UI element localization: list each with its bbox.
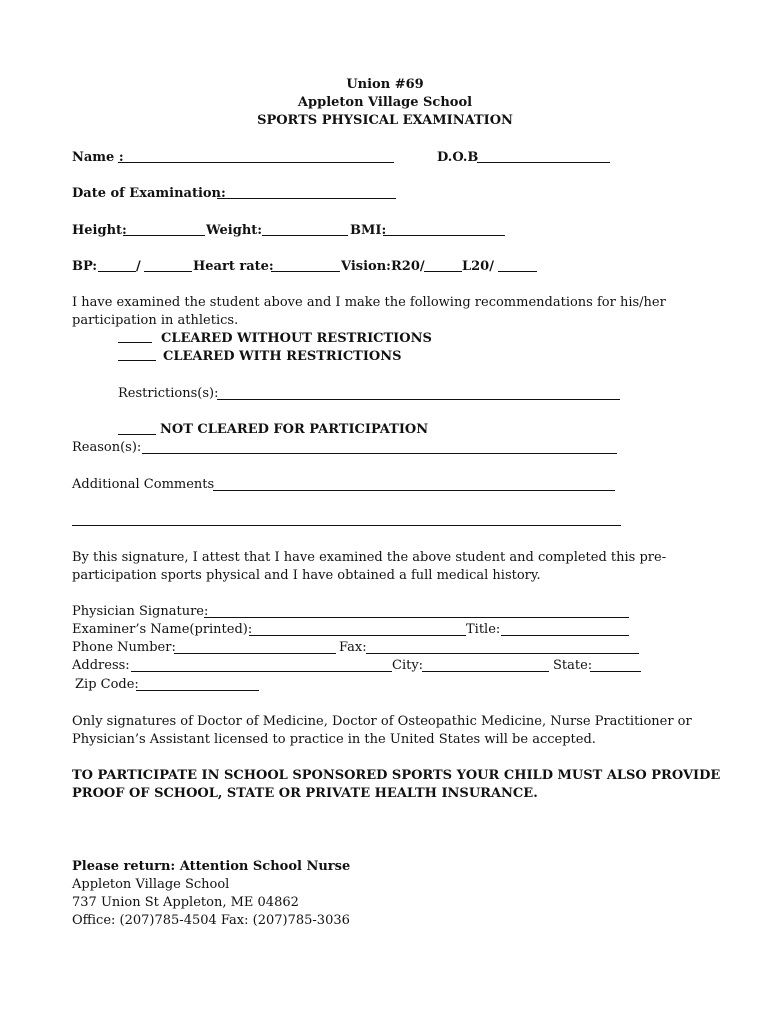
insurance-notice-1: TO PARTICIPATE IN SCHOOL SPONSORED SPORTS YOUR CHILD MUST ALSO PROVIDE	[72, 768, 721, 783]
title-field[interactable]	[501, 635, 629, 636]
cleared-without-checkbox[interactable]	[118, 342, 152, 343]
name-field[interactable]	[118, 162, 394, 163]
attestation-line-1: By this signature, I attest that I have examined the above student and completed this pre-	[72, 550, 667, 565]
restrictions-label: Restrictions(s):	[118, 386, 219, 401]
physician-signature-field[interactable]	[204, 617, 629, 618]
additional-comments-label: Additional Comments	[72, 477, 215, 492]
date-of-exam-label: Date of Examination:	[72, 186, 226, 201]
bp-systolic-field[interactable]	[98, 271, 136, 272]
additional-comments-field-2[interactable]	[72, 525, 621, 526]
phone-field[interactable]	[174, 653, 336, 654]
page-title: SPORTS PHYSICAL EXAMINATION	[257, 113, 513, 128]
return-heading: Please return: Attention School Nurse	[72, 859, 351, 874]
bmi-label: BMI:	[350, 223, 387, 238]
recommendation-intro-2: participation in athletics.	[72, 313, 239, 328]
city-label: City:	[392, 658, 424, 673]
examiner-name-label: Examiner’s Name(printed):	[72, 622, 253, 637]
reasons-field[interactable]	[142, 453, 617, 454]
dob-label: D.O.B	[437, 150, 479, 165]
fax-field[interactable]	[366, 653, 639, 654]
insurance-notice-2: PROOF OF SCHOOL, STATE OR PRIVATE HEALTH INSURANCE.	[72, 786, 538, 801]
zip-field[interactable]	[136, 690, 259, 691]
fax-label: Fax:	[339, 640, 367, 655]
vision-left-field[interactable]	[498, 271, 537, 272]
not-cleared-checkbox[interactable]	[118, 434, 156, 435]
bp-label: BP:	[72, 259, 98, 274]
name-label: Name :	[72, 150, 124, 165]
bp-diastolic-field[interactable]	[144, 271, 192, 272]
attestation-line-2: participation sports physical and I have obtained a full medical history.	[72, 568, 541, 583]
address-label: Address:	[72, 658, 130, 673]
physician-signature-label: Physician Signature:	[72, 604, 209, 619]
dob-field[interactable]	[477, 162, 610, 163]
address-field[interactable]	[131, 671, 392, 672]
restrictions-field[interactable]	[217, 399, 620, 400]
heart-rate-field[interactable]	[271, 271, 340, 272]
title-label: Title:	[466, 622, 501, 637]
cleared-without-label: CLEARED WITHOUT RESTRICTIONS	[161, 331, 432, 346]
reasons-label: Reason(s):	[72, 440, 142, 455]
cleared-with-label: CLEARED WITH RESTRICTIONS	[163, 349, 402, 364]
vision-left-label: L20/	[462, 259, 494, 274]
recommendation-intro-1: I have examined the student above and I make the following recommendations for his/her	[72, 295, 666, 310]
return-school: Appleton Village School	[72, 877, 230, 892]
height-field[interactable]	[123, 235, 205, 236]
not-cleared-label: NOT CLEARED FOR PARTICIPATION	[160, 422, 429, 437]
height-label: Height:	[72, 223, 127, 238]
city-field[interactable]	[422, 671, 549, 672]
weight-field[interactable]	[262, 235, 348, 236]
additional-comments-field[interactable]	[213, 490, 615, 491]
cleared-with-checkbox[interactable]	[118, 360, 156, 361]
phone-label: Phone Number:	[72, 640, 176, 655]
return-address: 737 Union St Appleton, ME 04862	[72, 895, 299, 910]
zip-label: Zip Code:	[75, 677, 139, 692]
header-school: Appleton Village School	[297, 95, 473, 110]
weight-label: Weight:	[206, 223, 263, 238]
vision-right-label: Vision:R20/	[341, 259, 425, 274]
signature-notice-1: Only signatures of Doctor of Medicine, Doctor of Osteopathic Medicine, Nurse Practitioner or	[72, 714, 692, 729]
bp-slash: /	[136, 259, 141, 274]
examiner-name-field[interactable]	[249, 635, 466, 636]
state-label: State:	[553, 658, 593, 673]
header-union: Union #69	[346, 77, 424, 92]
return-phones: Office: (207)785-4504 Fax: (207)785-3036	[72, 913, 350, 928]
state-field[interactable]	[590, 671, 641, 672]
bmi-field[interactable]	[383, 235, 505, 236]
vision-right-field[interactable]	[424, 271, 462, 272]
date-of-exam-field[interactable]	[217, 198, 396, 199]
heart-rate-label: Heart rate:	[193, 259, 274, 274]
signature-notice-2: Physician’s Assistant licensed to practice in the United States will be accepted.	[72, 732, 596, 747]
